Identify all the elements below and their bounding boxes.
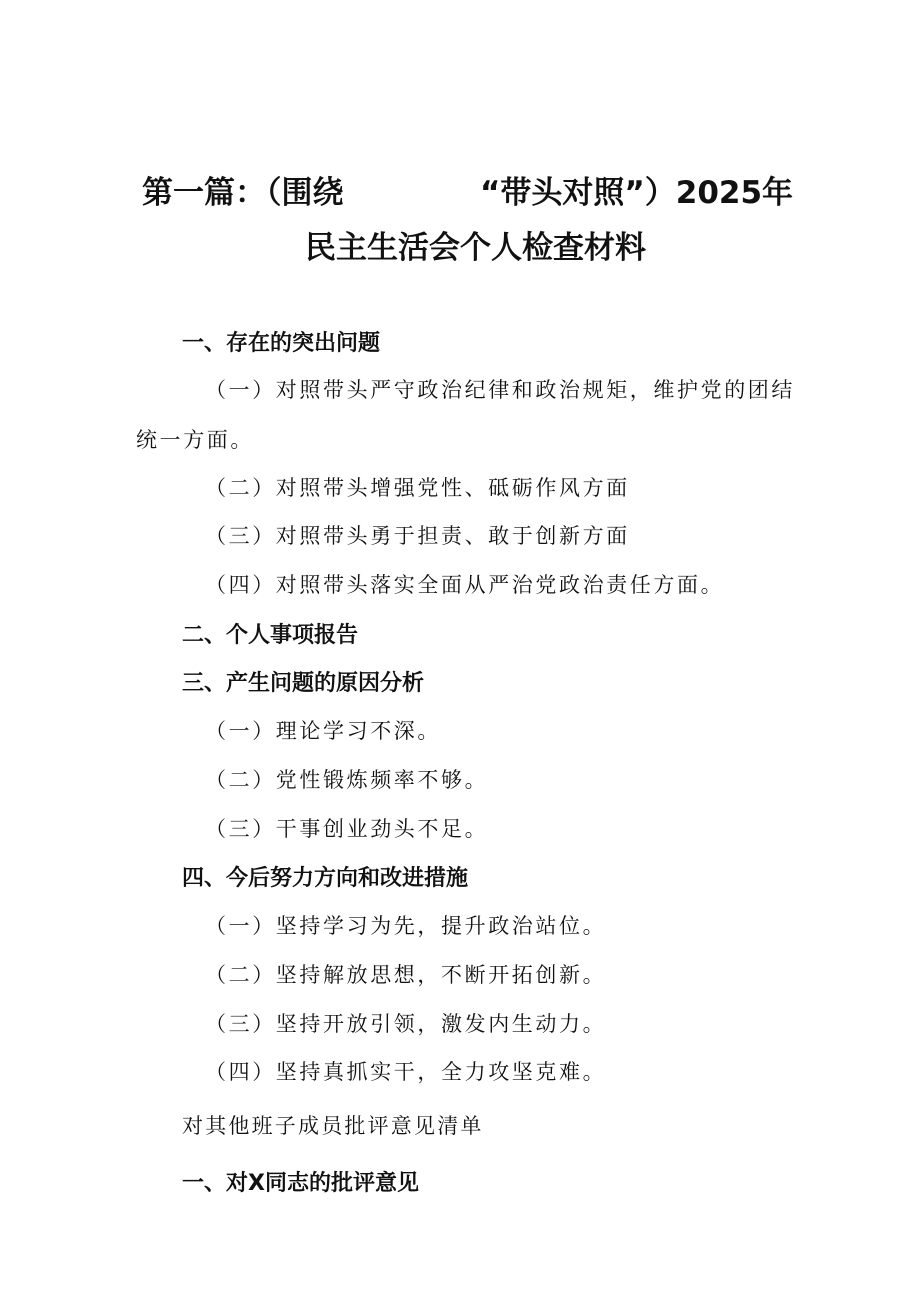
document-title-line2: 民主生活会个人检查材料 [305,230,646,266]
criticism-list-title: 对其他班子成员批评意见清单 [182,1114,484,1138]
section-heading-personal-report: 二、个人事项报告 [182,623,359,648]
document-title-line1-part2: “带头对照”）2025年 [480,175,794,211]
problem-item-1: （一）对照带头严守政治纪律和政治规矩，维护党的团结 [205,378,795,402]
cause-item-3: （三）干事创业劲头不足。 [205,817,489,841]
problem-item-4: （四）对照带头落实全面从严治党政治责任方面。 [205,573,725,597]
cause-item-2: （二）党性锻炼频率不够。 [205,768,489,792]
section-heading-cause-analysis: 三、产生问题的原因分析 [182,671,425,696]
section-heading-problems: 一、存在的突出问题 [182,331,381,356]
section-heading-criticism-x: 一、对X同志的批评意见 [182,1171,419,1196]
problem-item-1-continuation: 统一方面。 [136,428,254,452]
problem-item-3: （三）对照带头勇于担责、敢于创新方面 [205,524,630,548]
improvement-item-1: （一）坚持学习为先，提升政治站位。 [205,914,607,938]
document-title-line1-part1: 第一篇：（围绕 [142,175,344,211]
cause-item-1: （一）理论学习不深。 [205,719,441,743]
improvement-item-4: （四）坚持真抓实干，全力攻坚克难。 [205,1060,607,1084]
section-heading-improvement: 四、今后努力方向和改进措施 [182,866,469,891]
improvement-item-2: （二）坚持解放思想，不断开拓创新。 [205,963,607,987]
improvement-item-3: （三）坚持开放引领，激发内生动力。 [205,1012,607,1036]
problem-item-2: （二）对照带头增强党性、砥砺作风方面 [205,476,630,500]
